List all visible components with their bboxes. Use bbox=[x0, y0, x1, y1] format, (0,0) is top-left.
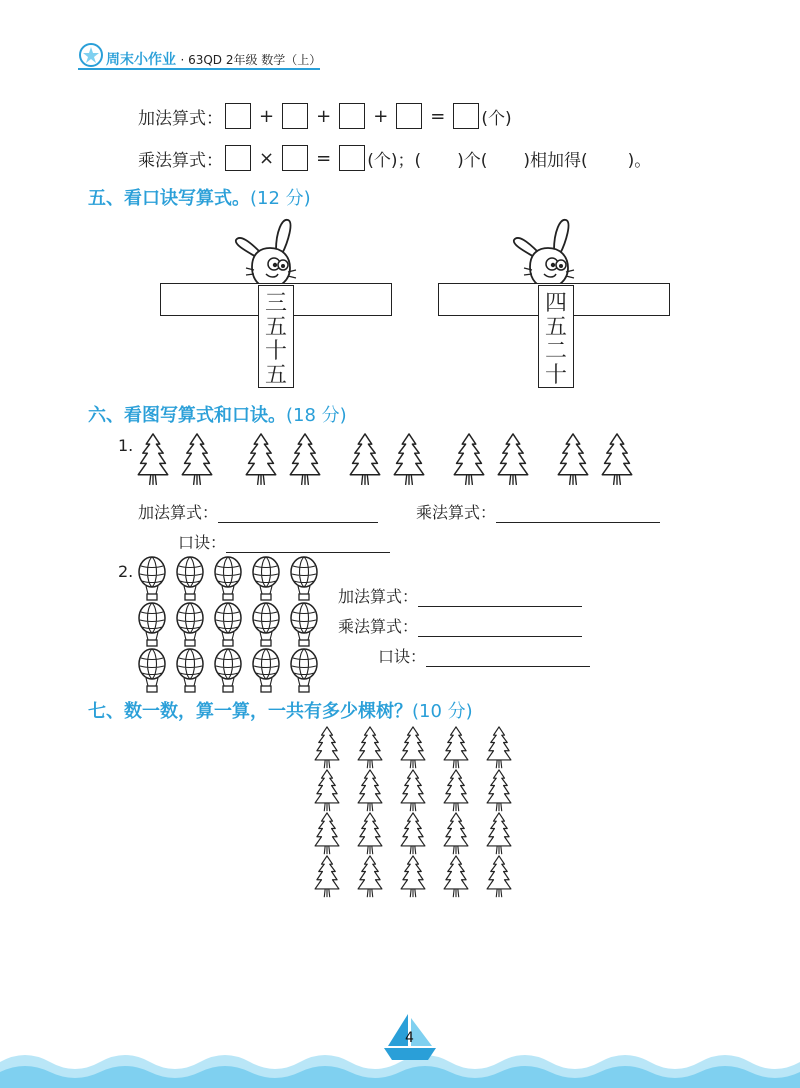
header-title bbox=[106, 49, 321, 69]
balloon-icon bbox=[212, 556, 244, 602]
balloon-icon bbox=[136, 602, 168, 648]
section-5-points: (12 分) bbox=[250, 188, 311, 209]
multiply-label: 乘法算式： bbox=[138, 150, 223, 171]
tree-icon bbox=[244, 432, 278, 488]
tree-icon bbox=[556, 432, 590, 488]
section-5-heading bbox=[88, 184, 311, 210]
question-number: 1. bbox=[118, 436, 134, 455]
tree-icon bbox=[288, 432, 322, 488]
tree-icon bbox=[439, 855, 473, 899]
balloon-icon bbox=[174, 556, 206, 602]
balloon-icon bbox=[212, 648, 244, 694]
equals-sign: = bbox=[430, 105, 446, 127]
multiply-mid1: )个( bbox=[457, 150, 488, 171]
balloon-grid bbox=[136, 556, 326, 696]
balloon-icon bbox=[212, 602, 244, 648]
answer-box[interactable] bbox=[225, 103, 251, 129]
balloon-icon bbox=[288, 648, 320, 694]
answer-box[interactable] bbox=[453, 103, 479, 129]
tree-icon bbox=[452, 432, 486, 488]
rhyme-char: 十 bbox=[264, 339, 287, 364]
tree-icon bbox=[180, 432, 214, 488]
tree-icon bbox=[482, 769, 516, 813]
rabbit-icon bbox=[508, 212, 588, 292]
question-number: 2. bbox=[118, 562, 134, 581]
brand-logo-icon bbox=[78, 42, 104, 68]
tree-icon bbox=[136, 432, 170, 488]
equals-sign: = bbox=[316, 147, 332, 169]
tree-pairs bbox=[136, 432, 656, 490]
tree-icon bbox=[353, 726, 387, 770]
addition-label: 加法算式： bbox=[138, 108, 223, 129]
tree-icon bbox=[482, 812, 516, 856]
rhyme-char: 十 bbox=[544, 363, 567, 388]
balloon-icon bbox=[288, 602, 320, 648]
tree-icon bbox=[353, 769, 387, 813]
tree-grid bbox=[310, 726, 530, 898]
header-rule bbox=[78, 68, 320, 70]
balloon-icon bbox=[288, 556, 320, 602]
answer-line[interactable] bbox=[418, 618, 582, 637]
section-7-points: (10 分) bbox=[412, 701, 473, 722]
plus-sign: + bbox=[259, 105, 275, 127]
answer-box[interactable] bbox=[396, 103, 422, 129]
tree-icon bbox=[392, 432, 426, 488]
balloon-icon bbox=[174, 602, 206, 648]
times-sign: × bbox=[259, 147, 275, 169]
mul-label: 乘法算式： bbox=[338, 617, 419, 636]
tree-icon bbox=[439, 812, 473, 856]
tree-icon bbox=[496, 432, 530, 488]
balloon-icon bbox=[250, 648, 282, 694]
plus-sign: + bbox=[316, 105, 332, 127]
q2-add-row bbox=[338, 584, 582, 607]
tree-icon bbox=[600, 432, 634, 488]
tree-icon bbox=[310, 855, 344, 899]
answer-line[interactable] bbox=[218, 504, 378, 523]
mul-label: 乘法算式： bbox=[416, 503, 497, 522]
balloon-icon bbox=[250, 602, 282, 648]
header-brand: 周末小作业 bbox=[106, 52, 176, 68]
q1-add-row bbox=[138, 500, 378, 523]
multiply-mid2: )相加得( bbox=[523, 150, 588, 171]
answer-line[interactable] bbox=[426, 648, 590, 667]
rhyme-char: 五 bbox=[544, 315, 567, 340]
tree-icon bbox=[353, 812, 387, 856]
tree-icon bbox=[310, 769, 344, 813]
add-label: 加法算式： bbox=[138, 503, 219, 522]
q2-rhyme-row bbox=[378, 644, 590, 667]
rabbit-icon bbox=[230, 212, 310, 292]
answer-line[interactable] bbox=[226, 534, 390, 553]
answer-box[interactable] bbox=[225, 145, 251, 171]
tree-icon bbox=[353, 855, 387, 899]
q1-rhyme-row bbox=[178, 530, 390, 553]
q2-mul-row bbox=[338, 614, 582, 637]
multiply-end: )。 bbox=[627, 150, 652, 171]
add-label: 加法算式： bbox=[338, 587, 419, 606]
tree-icon bbox=[396, 855, 430, 899]
tree-icon bbox=[310, 726, 344, 770]
balloon-icon bbox=[174, 648, 206, 694]
section-6-heading bbox=[88, 401, 347, 427]
rhyme-char: 五 bbox=[264, 315, 287, 340]
rhyme-column bbox=[258, 285, 294, 388]
answer-line[interactable] bbox=[496, 504, 660, 523]
tree-icon bbox=[482, 726, 516, 770]
answer-line[interactable] bbox=[418, 588, 582, 607]
rhyme-char: 五 bbox=[264, 363, 287, 388]
tree-icon bbox=[348, 432, 382, 488]
rhyme-label: 口诀： bbox=[378, 647, 427, 666]
header-meta: · 63QD 2年级 数学（上） bbox=[180, 53, 322, 67]
answer-box[interactable] bbox=[282, 103, 308, 129]
unit-label: (个) bbox=[481, 108, 512, 129]
addition-row bbox=[138, 103, 512, 129]
answer-box[interactable] bbox=[339, 103, 365, 129]
page-number: 4 bbox=[405, 1030, 414, 1046]
answer-box[interactable] bbox=[339, 145, 365, 171]
plus-sign: + bbox=[373, 105, 389, 127]
q1-mul-row bbox=[416, 500, 660, 523]
tree-icon bbox=[439, 726, 473, 770]
rhyme-char: 二 bbox=[544, 339, 567, 364]
rhyme-label: 口诀： bbox=[178, 533, 227, 552]
tree-icon bbox=[439, 769, 473, 813]
balloon-icon bbox=[136, 556, 168, 602]
tree-icon bbox=[396, 769, 430, 813]
section-6-points: (18 分) bbox=[286, 405, 347, 426]
balloon-icon bbox=[250, 556, 282, 602]
tree-icon bbox=[310, 812, 344, 856]
answer-box[interactable] bbox=[282, 145, 308, 171]
multiply-row bbox=[138, 145, 651, 171]
section-7-title: 七、数一数，算一算，一共有多少棵树？ bbox=[88, 701, 412, 722]
tree-icon bbox=[396, 812, 430, 856]
tree-icon bbox=[396, 726, 430, 770]
unit-label: (个)；( bbox=[367, 150, 422, 171]
rhyme-column bbox=[538, 285, 574, 388]
section-6-title: 六、看图写算式和口诀。 bbox=[88, 405, 286, 426]
rhyme-char: 四 bbox=[544, 291, 567, 316]
section-7-heading bbox=[88, 697, 473, 723]
tree-icon bbox=[482, 855, 516, 899]
section-5-title: 五、看口诀写算式。 bbox=[88, 188, 250, 209]
rhyme-char: 三 bbox=[264, 291, 287, 316]
balloon-icon bbox=[136, 648, 168, 694]
